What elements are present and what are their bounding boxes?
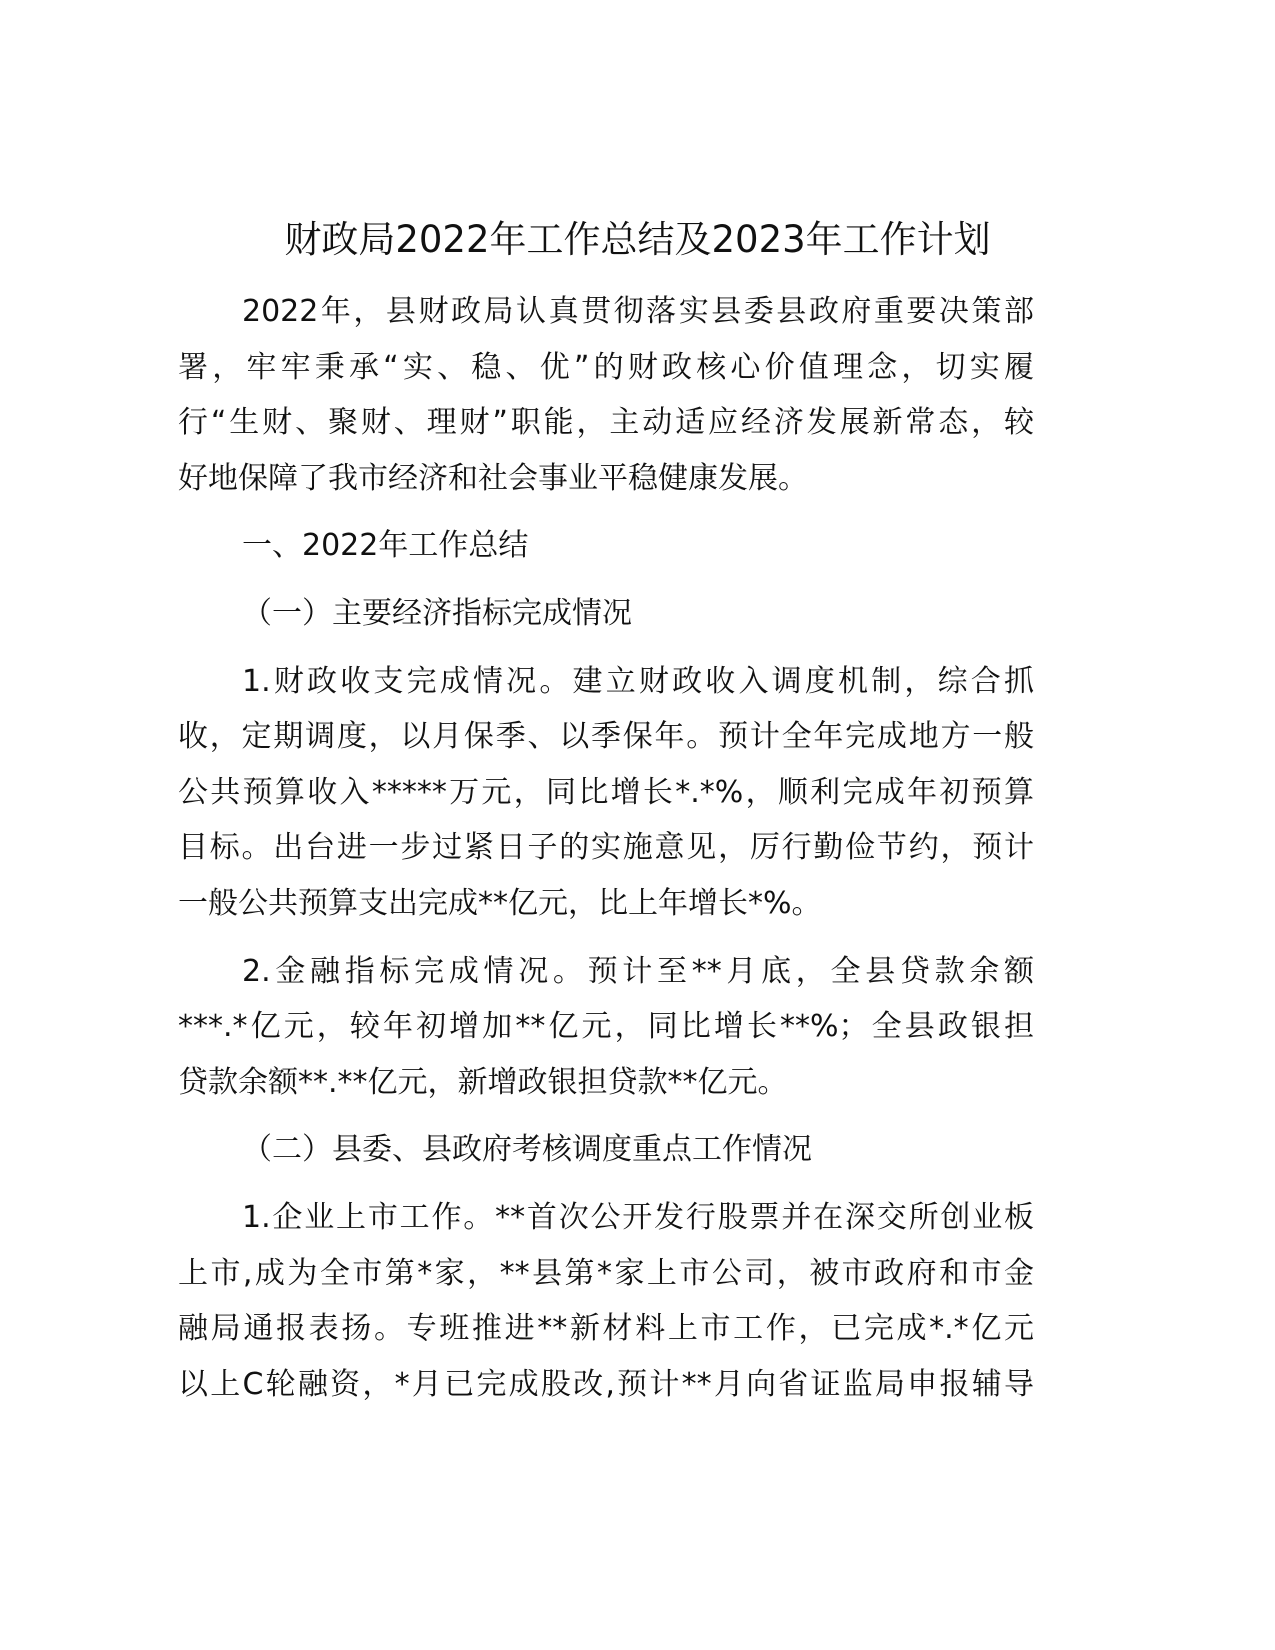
text-line: 2022年，县财政局认真贯彻落实县委县政府重要决策部 [242, 294, 1034, 329]
paragraph [178, 654, 1034, 932]
section-heading [178, 586, 1034, 642]
text-line: （二）县委、县政府考核调度重点工作情况 [242, 1132, 812, 1168]
text-line: 1.财政收支完成情况。建立财政收入调度机制，综合抓 [242, 663, 1034, 699]
text-line: 一、2022年工作总结 [242, 528, 529, 564]
text-line: 上市,成为全市第*家，**县第*家上市公司，被市政府和市金 [178, 1255, 1034, 1291]
text-line: 1.企业上市工作。**首次公开发行股票并在深交所创业板 [242, 1199, 1034, 1235]
paragraph [178, 1190, 1034, 1412]
document-body [178, 284, 1034, 1424]
text-line: （一）主要经济指标完成情况 [242, 595, 632, 631]
text-line: 好地保障了我市经济和社会事业平稳健康发展。 [178, 460, 808, 496]
text-line: 署，牢牢秉承“实、稳、优”的财政核心价值理念，切实履 [178, 349, 1034, 385]
text-line: 以上C轮融资，*月已完成股改,预计**月向省证监局申报辅导 [178, 1366, 1034, 1402]
text-line: 行“生财、聚财、理财”职能，主动适应经济发展新常态，较 [178, 405, 1034, 441]
text-line: 公共预算收入*****万元，同比增长*.*%，顺利完成年初预算 [178, 774, 1034, 810]
section-heading [178, 518, 1034, 574]
section-heading [178, 1122, 1034, 1178]
text-line: 一般公共预算支出完成**亿元，比上年增长*%。 [178, 885, 822, 921]
text-line: 贷款余额**.**亿元，新增政银担贷款**亿元。 [178, 1064, 788, 1100]
paragraph [178, 284, 1034, 506]
paragraph [178, 944, 1034, 1111]
text-line: 2.金融指标完成情况。预计至**月底，全县贷款余额 [242, 953, 1034, 989]
text-line: 收，定期调度，以月保季、以季保年。预计全年完成地方一般 [178, 719, 1034, 755]
text-line: 融局通报表扬。专班推进**新材料上市工作，已完成*.*亿元 [178, 1311, 1034, 1347]
document-title: 财政局2022年工作总结及2023年工作计划 [284, 218, 991, 261]
text-line: 目标。出台进一步过紧日子的实施意见，厉行勤俭节约，预计 [178, 830, 1034, 866]
text-line: ***.*亿元，较年初增加**亿元，同比增长**%；全县政银担 [178, 1009, 1034, 1045]
